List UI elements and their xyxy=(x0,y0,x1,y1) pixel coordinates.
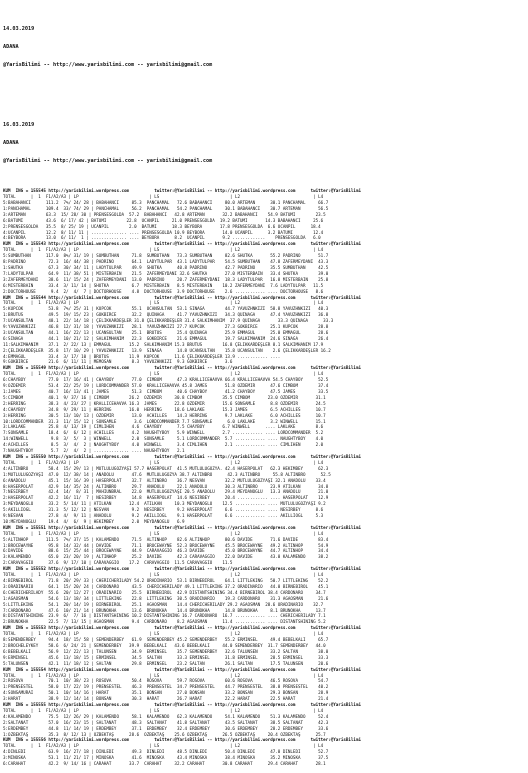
race-row: 2:DOCTORHOUSE 9.4 2/ 4/ 7 | DOCTORHOUSE 4.8 DOCTORHOUSE 3.9 DOCTORHOUSE 2.6 ............ .... DOCTORHOUSE 8.6 xyxy=(3,288,324,294)
race-block xyxy=(3,702,525,737)
race-row: 8:DISTANTSHINING 23.9 6/ 7/ 16 | DISTANTSHINING 10.2 DISTANTSHINING 16.7 CARDONARO 16.7 ............ .... CHERICHERILADY 7.1 xyxy=(3,613,326,619)
race-row: 6:SINAGA 44.1 10/ 21/ 12 | SALKIMHANIM 22.3 GOKBIRCE 21.6 EMMAGUL 19.7 SALKIMHANIM 24.6 SINAGA 26.4 xyxy=(3,335,329,341)
race-row: 4:UCANPIL 12.2 8/ 11/ 11 | .............. .... PRENSESGOLDA 10.9 BEYBORA 14.0 UCANPIL 3.2 BATUMI 12.4 xyxy=(3,229,324,235)
race-title: KUM ING = 155550 http://yarisbilimi.wordpress.com twitter:@YarisBilimi -- http://yarisbilimi.wordpress.com twitter:@YarisBilimi xyxy=(3,453,361,459)
race-row: 7:UCANSULTAN 48.1 22/ 14/ 18 | ÇELIKKARDEŞLER 31.8 ÇELIKKARDEŞLER 31.4 SALKIMHANIM 37.9 QUINAGA 33.3 QUINAGA 33.3 xyxy=(3,318,334,324)
race-row: 3:ARTEMAN 63.3 15/ 28/ 30 | PRENSESGOLDA 57.2 BABAHANCI 42.8 ARTEMAN 32.2 BABAHANCI 54.9 BATUMI 23.5 xyxy=(3,211,326,217)
race-row: 5:KUPCOK 53.8 7%/ 25/ 31 | KUPCOK 55.1 UCANSULTAN 53.1 SINAGA 44.7 YAVUZHNKIZI 58.8 YAVUZHNKIZI 40.3 xyxy=(3,306,329,312)
race-row: 2:PRENSESGOLDA 35.5 8/ 25/ 19 | UCANPIL 2.0 BATUMI 18.3 BEYBORA 17.8 PRENSESGOLDA 6.6 UCANPIL 18.4 xyxy=(3,223,321,229)
header-date: 16.03.2019 xyxy=(3,121,35,128)
race-row: 9:ERMINSEL 45.6 13/ 18/ 15 | ERMINSEL 34.5 SALTAN 33.3 ERMINSEL 31.8 ERMINSEL 28.5 ERMINSEL 33.3 xyxy=(3,654,329,660)
race-row: 5:BABAHANCI 111.2 7%/ 24/ 28 | BABAHANCI 85.3 PANCHAMAL 72.6 BABAHANCI 80.0 ARTEMAN 30.1 PANCHAMAL 66.7 xyxy=(3,200,329,205)
race-row: 2:CARAVAGGIO 37.6 9/ 17/ 10 | CARAVAGGIO 17.2 CARAVAGGIO 11.5 CARAVAGGIO 11.5 xyxy=(3,560,233,566)
race-row: 10:LORDCOMMANDER 31.3 11/ 15/ 12 | SONSAMLE 3.6 LORDCOMMANDER 7.7 SONSAMLE 6.0 LAKLAKE 3.2 WINWELL 15.1 xyxy=(3,418,326,424)
race-block xyxy=(3,188,525,241)
race-row: 11:SALKIMHANIM 37.1 2/ 22/ 13 | EMMAGUL 15.2 SALKIMHANIM 15.3 BRUTUS 16.8 ÇELIKKARDEŞLER 8.1 SALKIMHANIM 17.9 xyxy=(3,341,324,347)
race-title: KUM ING = 155556 http://yarisbilimi.wordpress.com twitter:@YarisBilimi -- http://yarisbilimi.wordpress.com twitter:@YarisBilimi xyxy=(3,737,361,743)
race-row: 8:HASERPOLAT 42.9 14/ 35/ 24 | ALTINBRO 29.7 ANADOLU 22.1 ANADOLU 30.3 ALTINBRO 23.9 ATILKAN 34.8 xyxy=(3,483,329,489)
race-row: 3:ORADINARIO 64.1 15/ 20/ 24 | CARDONARO 43.5 CHERICHERILADY 49.1 LITTLEKING 37.2 ORADINARIO 44.0 BIRNEBIROL 45.1 xyxy=(3,583,329,589)
race-block xyxy=(3,295,525,366)
race-row: 1:OZBEKTAŞ 35.3 8/ 12/ 13 | OZBEKTAŞ 28.6 OZBEKTAŞ 25.6 OZBEKTAŞ 26.5 OZBEKTAŞ 20.4 OZBEKTAŞ 25.7 xyxy=(3,731,326,737)
race-column-header: TOTAL | 1 F1/A2/A3 | LP | LS | L2 | L4 xyxy=(3,194,324,200)
race-row: 9:GOKBIRCE 21.6 6/ 11/ 11 | MEMOSAN 8.3 YAVUZHNKIZI 9.3 GOKBIRCE 3.6 xyxy=(3,359,233,365)
race-column-header: TOTAL | 1 F1/A2/A3 | LP | LS | L2 | L4 xyxy=(3,459,324,465)
race-row: 9:NESVAN 27.8 4/ 9/ 11 | ANADOLU 9.2 AKILLIOGL 9.1 HASERPOLAT 6.6 ............ .... AKILLIOGL 5.3 xyxy=(3,513,324,519)
race-block xyxy=(3,365,525,454)
race-row: 3:HERRING 30.5 13/ 10/ 13 | OZDEMIR 13.0 ACHILLES 14.3 HERRING 9.7 LAKLAKE 6.0 ACHILLES 10.7 xyxy=(3,412,326,418)
race-row: 7:SONSAMLE 18.4 6/ 6/ 12 | ACHILLES 4.2 NAUGHTYBOY 5.9 WINWELL 2.7 ............ .... LORDCOMMANDER 5.2 xyxy=(3,430,324,436)
race-row: 2:HERRING 38.3 4/ 23/ 27 | KRALLICEHAVVA 16.3 JAMES 22.8 OZDEMIR 15.6 SONSAMLE 8.8 OZDEMIR 24.5 xyxy=(3,400,326,406)
race-row: 1:PRENSESTEL 58.0 17/ 22/ 19 | PRENSESTEL 46.3 PRENSESTEL 34.7 PRENSESTEL 44.7 PRENSESTEL 38.0 PRENSESTEL 40.2 xyxy=(3,684,329,690)
race-row: 8:SEMENDERBEY 94.4 18/ 15/ 58 | SEMENDERBEY 61.9 SEMENDERBEY 45.2 SEMENDERBEY 55.2 ERMINSEL 49.4 BEBELKALI 65.7 xyxy=(3,637,329,643)
race-title: KUM ING = 155553 http://yarisbilimi.wordpress.com twitter:@YarisBilimi -- http://yarisbilimi.wordpress.com twitter:@YarisBilimi xyxy=(3,625,361,631)
race-row: 2:ROSOVA 70.1 10/ 38/ 23 | ROSOVA 50.4 ROSOVA 59.7 ROSOVA 60.6 ROSOVA 46.5 ROSOVA 54.7 xyxy=(3,678,329,684)
race-row: 4:DINLEDI 63.9 16/ 27/ 18 | DINLEDI 49.3 DINLEDI 48.5 DINLEDI 50.4 DINLEDI 47.0 DINLEDI 52.7 xyxy=(3,749,329,755)
race-row: 6:CHAYBOY 77.0 17/ 16/ 41 | CHAYBOY 77.0 CIMBOM 47.3 KRALLICEHAVVA 66.4 KRALLICEHAVVA 54.5 CHAYBOY 52.5 xyxy=(3,377,329,383)
race-row: 3:LAKLAKE 25.8 4/ 13/ 19 | CIMLIHEN 4.6 CHAYBOY 7.5 CHAYBOY 6.7 WINWELL .... LAKLAKE 8.6 xyxy=(3,424,324,430)
race-row: 2:ÇELIKKARDEŞLER 35.8 17/ 10/ 29 | YAVUZHNKIZI 13.9 SINAGA 14.8 UCANSULTAN 15.8 UCANSULTAN 2.6 ÇELIKKARDEŞLER 16.2 xyxy=(3,347,331,353)
race-row: 7:NESIRBEY 42.4 14/ 8/ 31 | MAHIUNBRAL 22.0 MUTLULUGOZYAŞI 20.5 ANADOLU 29.4 MEYDANOGLU 13.3 ANADOLU 21.0 xyxy=(3,489,329,495)
race-row: 4:CHAYBOY 34.8 9/ 29/ 11 | HERRING 16.0 HERRING 18.6 LAKLAKE 15.3 JAMES 6.5 ACHILLES 10.7 xyxy=(3,406,326,412)
header-date: 14.03.2019 xyxy=(3,25,35,32)
race-row: 5:LITTLEKING 54.1 20/ 14/ 19 | BIRNEBIROL 25.1 AGAOSMAN 14.4 CHERICHERILADY 29.2 AGAOSMAN 28.6 ORADINARIO 32.7 xyxy=(3,601,324,607)
race-row: 3:UCANSULTAN 44.1 16/ 22/ 13 | UCANSULTAN 25.1 BRUTUS 25.4 QUINAGA 25.9 EMMAGUL 25.0 EMMAGUL 28.6 xyxy=(3,329,329,335)
race-row: 1:BROCEWAYNE 95.8 14/ 32/ 44 | DAVIDE 71.1 BROCEWAYNE 52.3 BROCEWAYNE 45.5 BROCEWAYNE 49.2 ALTINHOP 54.9 xyxy=(3,542,329,548)
race-tables xyxy=(3,188,525,767)
race-row: 4:BEYBORA 13.0 6/ 11/ 1 | .............. .... BEYBORA 8.2 UCANPIL 9.2 ............. PRENSESGOLDA 6.0 xyxy=(3,235,321,241)
header-contact: @YarisBilimi -- http://www.yarisbilimi.com -- yarisbilimi@gmail.com xyxy=(3,158,213,165)
race-row: 2:BRUNOKHA 22.5 7/ 13/ 15 | AGAOSMAN 9.4 CARDONARO 8.2 AGAOSMAN 11.4 ............ .... DISTANTSHINING 5.2 xyxy=(3,619,326,625)
race-row: 6:ANADOLU 45.1 15/ 16/ 39 | HASERPOLAT 32.7 ALTINBRO 36.7 NESVAN 32.2 MUTLULUGOZYAŞI 32.1 ANADOLU 33.4 xyxy=(3,477,326,483)
race-title: KUM ING = 155543 http://yarisbilimi.wordpress.com twitter:@YarisBilimi -- http://yarisbilimi.wordpress.com twitter:@YarisBilimi xyxy=(3,241,361,247)
race-row: 3:KALAMENDO 65.0 23/ 20/ 19 | ALTINHOP 25.2 DAVIDE 42.3 CARAVAGGIO 22.0 DAVIDE 43.0 KALAMENDO 38.2 xyxy=(3,554,329,560)
race-row: 6:BATUMI 43.6 6/ 17/ 42 | BATUMI 22.8 UCANPIL 21.0 PRENSESGOLDA 19.2 BATUMI 14.3 BABAHANCI 25.6 xyxy=(3,217,324,223)
race-block xyxy=(3,625,525,666)
race-title: KUM ING = 155544 http://yarisbilimi.wordpress.com twitter:@YarisBilimi -- http://yarisbilimi.wordpress.com twitter:@YarisBilimi xyxy=(3,294,361,300)
race-title: KUM ING = 155555 http://yarisbilimi.wordpress.com twitter:@YarisBilimi -- http://yarisbilimi.wordpress.com twitter:@YarisBilimi xyxy=(3,702,361,708)
race-block xyxy=(3,737,525,767)
race-column-header: TOTAL | 1 F1/A2/A3 | LP | LS | L2 | L4 xyxy=(3,300,324,306)
race-block xyxy=(3,667,525,702)
race-row: 7:LADYTULPAR 64.9 11/ 38/ 51 | MISTERBAIN 21.5 ZAFERMEYDANI 32.6 SHUTKA 27.0 MISTERBAIN 33.4 SHUTKA 39.0 xyxy=(3,270,329,276)
race-row: 2:BROCHELEYKEY 58.6 6/ 24/ 21 | SEMENDERBEY 39.9 BEBELKALI 43.6 BEBELKALI 44.0 SEMENDERBEY 31.7 SEMENDERBEY 44.0 xyxy=(3,642,326,648)
race-block xyxy=(3,241,525,294)
race-title: KUM ING = 155554 http://yarisbilimi.wordpress.com twitter:@YarisBilimi -- http://yarisbilimi.wordpress.com twitter:@YarisBilimi xyxy=(3,666,361,672)
header-contact: @YarisBilimi -- http://www.yarisbilimi.com -- yarisbilimi@gmail.com xyxy=(3,62,213,69)
race-row: 2:SALTANAT 57.0 16/ 23/ 15 | SALTANAT 48.3 SALTANAT 41.8 SALTANAT 43.5 SALTANAT 38.5 SALTANAT 42.3 xyxy=(3,719,329,725)
race-row: 6:CHERICHERILADY 55.6 20/ 12/ 27 | ORADINARIO 25.5 BIRNEBIROL 42.9 DISTANTSHINING 34.4 BIRNEBIROL 38.4 CARDONARO 34.7 xyxy=(3,589,326,595)
race-row: 5:AKILLIOGL 31.3 5/ 12/ 12 | NESVAN 9.2 NESIRBEY 9.2 HASERPOLAT 6.6 ............ .... NESIRBEY 8.6 xyxy=(3,507,324,513)
race-row: 5:SUMBUTHAN 117.0 8%/ 31/ 19 | SUMBUTHAN 71.8 SUMBUTHAN 73.3 SUMBUTHAN 82.6 SHUTKA 55.2 PADRINO 51.7 xyxy=(3,253,329,259)
race-row: 5:ERDEMBEY 44.8 11/ 14/ 19 | ERDEMBEY 37.1 ERDEMBEY 32.4 ERDEMBEY 30.6 ERDEMBEY 28.2 ERDEMBEY 33.6 xyxy=(3,725,329,731)
race-row: 8:PADRINO 72.3 16/ 44/ 38 | PADRINO 64.1 LADYTULPAR 43.1 LADYTULPAR 54.5 SUMBUTHAN 47.8 ZAFERMEYDANI 43.3 xyxy=(3,259,329,265)
race-row: 4:EMMAGUL 33.4 3/ 17/ 10 | BRUTUS 11.9 KUPCOK 11.6 ÇELIKKARDEŞLER 13.9 ............ .... xyxy=(3,353,281,359)
race-row: 3:MINOSKA 53.1 11/ 21/ 17 | MINOSKA 41.6 MINOSKA 43.4 MINOSKA 38.4 MINOSKA 35.2 MINOSKA 37.5 xyxy=(3,755,329,761)
race-column-header: TOTAL | 1 F1/A2/A3 | LP | LS | L2 | L4 xyxy=(3,572,324,578)
race-row: 2:HASERPOLAT 42.2 16/ 11/ 7 | NESIRBEY 14.8 HASERPOLAT 14.6 NESIRBEY 20.4 ............ .... HASERPOLAT 12.9 xyxy=(3,495,329,501)
race-row: 1:BRUTUS 49.5 19/ 15/ 23 | GOKBIRCE 32.2 QUINAGA 41.7 YAVUZHNKIZI 34.3 QUINAGA 47.4 YAVUZHNKIZI 36.8 xyxy=(3,312,329,318)
race-row: 9:YAVUZHNKIZI 46.8 12/ 31/ 18 | YAVUZHNKIZI 28.1 YAVUZHNKIZI 27.7 KUPCOK 27.3 GOKBIRCE 25.1 KUPCOK 28.8 xyxy=(3,324,329,330)
race-column-header: TOTAL | 1 F1/A2/A3 | LP | LS | L2 | L4 xyxy=(3,530,324,536)
race-row: 10:MEYDANOGLU 19.4 4/ 6/ 9 | HEKIMBEY 2.0 MEYDANOGLU 6.9 xyxy=(3,518,185,524)
race-block xyxy=(3,454,525,525)
race-title: KUM ING = 155545 http://yarisbilimi.wordpress.com twitter:@YarisBilimi -- http://yarisbilimi.wordpress.com twitter:@YarisBilimi xyxy=(3,188,361,194)
race-column-header: TOTAL | 1 F1/A2/A3 | LP | LS | L2 | L4 xyxy=(3,707,324,713)
race-row: 4:SONSAMURAI 50.1 10/ 14/ 16 | HARAT 35.1 BONSAN 27.0 BONSAN 33.2 BONSAN 29.3 BONSAN 28.9 xyxy=(3,690,329,696)
race-column-header: TOTAL | 1 F1/A2/A3 | LP | LS | L2 | L4 xyxy=(3,631,324,637)
header-city: ADANA xyxy=(3,43,19,50)
header-city: ADANA xyxy=(3,139,19,146)
race-row: 6:CARAHAT 42.2 9/ 14/ 16 | CARAHAT 33.7 CARAHAT 32.2 CARAHAT 30.8 CARAHAT 29.4 CARAHAT 28.1 xyxy=(3,761,326,767)
race-row: 3:MEYDANOGLU 33.2 5/ 14/ 11 | ATILKAN 12.4 ATILKAN 10.3 MEYDANOGLU 12.5 ............ .... MUTLULUGOZYAŞI 9.2 xyxy=(3,501,326,507)
race-row: 6:DAVIDE 88.6 15/ 25/ 44 | BROCEWAYNE 44.9 CARAVAGGIO 46.3 DAVIDE 45.0 BROCEWAYNE 44.7 ALTINHOP 34.4 xyxy=(3,548,329,554)
race-row: 4:BIRNEBIROL 71.8 20/ 29/ 33 | CHERICHERILADY 54.2 ORADINARIO 53.1 BIRNEBIROL 64.1 LITTLEKING 50.7 LITTLEKING 52.2 xyxy=(3,578,329,583)
race-row: 1:MUTLULUGOZYAŞI 47.0 12/ 38/ 14 | ANADOLU 47.6 MUTLULUGOZYA 38.7 ALTINBRO 42.3 ALTINBRO 55.8 ALTINBRO 52.5 xyxy=(3,471,331,477)
race-column-header: TOTAL | 1 F1/A2/A3 | LP | LS | L2 | L4 xyxy=(3,247,324,253)
race-row: 1:PANCHAMAL 109.4 33/ 74/ 29 | PANCHAMAL 56.2 PANCHAMAL 54.2 PANCHAMAL 30.1 BABAHANCI 30.7 ARTEMAN 56.5 xyxy=(3,205,329,211)
race-title: KUM ING = 155552 http://yarisbilimi.wordpress.com twitter:@YarisBilimi -- http://yarisbilimi.wordpress.com twitter:@YarisBilimi xyxy=(3,566,361,572)
race-row: 4:ACHILLES 8.5 3/ 4/ 2 | NAUGHTYBOY 4.0 WINWELL 3.4 CIMLIHEN 2.1 ............ .... CIMLIHEN 2.0 xyxy=(3,442,324,448)
race-row: 7:NAUGHTYBOY 5.7 2/ 4/ 2 | .............. .... NAUGHTYBOY 2.1 xyxy=(3,448,185,454)
race-row: 14:WINWELL 9.8 3/ 5/ 3 | WINWELL 2.0 SONSAMLE 5.1 LORDCOMMANDER 5.7 ............ .... NAUGHTYBOY 4.0 xyxy=(3,436,324,442)
race-row: 5:CIMBOM 40.1 9/ 37/ 16 | CIMBOM 26.2 OZDEMIR 30.8 CIMBOM 35.5 CIMBOM 23.0 OZDEMIR 31.1 xyxy=(3,394,326,400)
race-row: 5:ALTINHOP 111.5 7%/ 37/ 15 | KALAMENDO 71.5 ALTINHOP 82.6 ALTINHOP 80.6 DAVIDE 71.6 DAVIDE 83.4 xyxy=(3,536,329,542)
race-row: 9:OZDEMIR 53.4 22/ 25/ 19 | LORDCOMMANDER 57.0 KRALLICEHAVVA 45.8 JAMES 51.8 OZDEMIR 47.6 CIMBOM 37.4 xyxy=(3,383,329,389)
race-row: 1:SHUTKA 67.3 30/ 34/ 11 | LADYTULPAR 49.9 SHUTKA 40.8 PADRINO 42.7 PADRINO 35.5 SUMBUTHAN 42.5 xyxy=(3,264,329,270)
race-column-header: TOTAL | 1 F1/A2/A3 | LP | LS | L2 | L4 xyxy=(3,371,324,377)
spacer xyxy=(3,92,525,98)
race-row: 4:ALTINBRO 58.4 15/ 29/ 13 | MUTLULUGOZYAŞI 57.7 HASERPOLAT 41.5 MUTLULUGOZYA. 42.4 HASERPOLAT 62.3 HEKIMBEY 62.3 xyxy=(3,465,329,471)
race-row: 1:AGAOSMAN 54.6 13/ 18/ 34 | LITTLEKING 22.8 LITTLEKING 30.5 ORADINARIO 19.3 CARDONARO 31.3 AGAOSMAN 21.6 xyxy=(3,595,329,601)
race-block xyxy=(3,566,525,625)
race-column-header: TOTAL | 1 F1/A2/A3 | LP | LS | L2 | L4 xyxy=(3,672,324,678)
race-column-header: TOTAL | 1 F1/A2/A3 | LP | LS | L2 | L4 xyxy=(3,743,324,749)
race-title: KUM ING = 155551 http://yarisbilimi.wordpress.com twitter:@YarisBilimi -- http://yarisbilimi.wordpress.com twitter:@YarisBilimi xyxy=(3,524,361,530)
race-row: 6:BEBELKALI 56.9 12/ 22/ 13 | TALUNSEN 34.9 ERMINSEL 35.7 SEMENDERBEY 32.6 TALUNSEN 33.2 SALTAN 38.0 xyxy=(3,648,329,654)
header-second xyxy=(3,110,525,176)
race-row: 3:HARAT 38.9 12/ 14/ 14 | BONSAN 30.3 HARAT 26.7 HARAT 22.2 HARAT 22.5 HARAT 21.4 xyxy=(3,696,329,702)
race-block xyxy=(3,525,525,566)
race-title: KUM ING = 155549 http://yarisbilimi.wordpress.com twitter:@YarisBilimi -- http://yarisbilimi.wordpress.com twitter:@YarisBilimi xyxy=(3,365,361,371)
race-row: 7:CARDONARO 47.6 10/ 21/ 14 | BRUNOKHA 13.6 BRUNOKHA 14.4 BRUNOKHA 14.8 BRUNOKHA 8.1 BRUNOKHA 13.7 xyxy=(3,607,326,613)
race-row: 5:TALUNSEN 42.1 11/ 18/ 12 | SALTAN 29.8 ERMINSEL 23.2 SALTAN 26.1 SALTAN 17.5 TALUNSEN 20.6 xyxy=(3,660,329,666)
race-row: 4:KALAMENDO 75.5 12/ 26/ 29 | KALAMENDO 58.1 KALAMENDO 62.3 KALAMENDO 54.1 KALAMENDO 51.3 KALAMENDO 52.4 xyxy=(3,713,329,719)
race-row: 6:MISTERBAIN 33.4 3/ 11/ 14 | SHUTKA 6.7 MISTERBAIN 8.5 MISTERBAIN 10.2 ZAFERMEYDANI 7.6 LADYTULPAR 11.5 xyxy=(3,282,324,288)
header-top xyxy=(3,14,525,80)
race-row: 1:JAMES 40.7 16/ 13/ 41 | JAMES 51.3 CIMBOM 40.6 CHAYBOY 41.2 CHAYBOY 47.5 JAMES 33.5 xyxy=(3,389,329,394)
race-row: 3:ZAFERMEYDANI 38.6 11/ 15/ 24 | ZAFERMEYDANI 13.0 PADRINO 20.7 ZAFERMEYDANI 18.3 LADYTULPAR 16.8 MISTERBAIN 25.8 xyxy=(3,276,329,282)
